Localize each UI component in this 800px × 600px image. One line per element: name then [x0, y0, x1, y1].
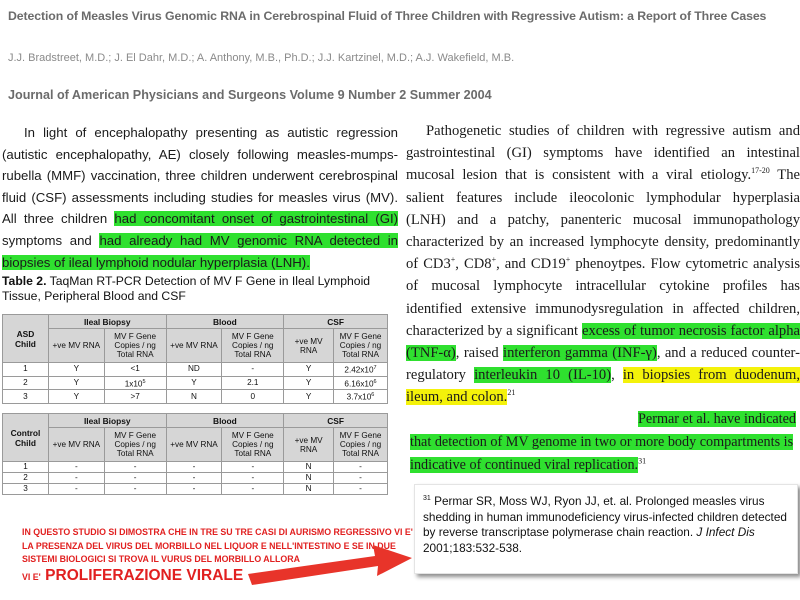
- table-cell-exponent: 6: [371, 392, 375, 399]
- table-cell: -: [166, 473, 222, 484]
- table-cell: Y: [48, 376, 104, 390]
- reference-text: Permar SR, Moss WJ, Ryon JJ, et. al. Prolonged measles virus shedding in human immunodeficiency virus-infected children detected by reverse transcriptase polymerase chain reaction.: [423, 493, 787, 540]
- table-cell-exponent: 7: [373, 365, 377, 371]
- table-cell: 3: [3, 390, 49, 404]
- table-cell: -: [104, 473, 166, 484]
- group-header-blood: Blood: [166, 315, 284, 329]
- table-cell: N: [284, 484, 334, 495]
- row-header-asd: ASD Child: [3, 315, 49, 363]
- subcol-header: +ve MV RNA: [166, 428, 222, 462]
- subcol-header: +ve MV RNA: [284, 329, 334, 363]
- table-cell: 2: [3, 376, 49, 390]
- highlight-interferon-gamma: interferon gamma (INF-γ): [503, 345, 657, 362]
- table-cell: 1: [3, 363, 49, 377]
- right-paragraph-text: , and CD19: [496, 256, 566, 273]
- journal-citation: Journal of American Physicians and Surgeons Volume 9 Number 2 Summer 2004: [8, 88, 492, 102]
- highlight-tnf-alpha: excess of tumor necrosis factor alpha (TNF-α): [406, 322, 800, 362]
- subcol-header: +ve MV RNA: [284, 428, 334, 462]
- table-caption-text: TaqMan RT-PCR Detection of MV F Gene in Ileal Lymphoid Tissue, Peripheral Blood and CSF: [2, 274, 371, 303]
- plus-superscript: +: [565, 255, 571, 265]
- group-header-ileal: Ileal Biopsy: [48, 315, 166, 329]
- citation-superscript: 17-20: [751, 166, 770, 176]
- table-cell: -: [48, 462, 104, 473]
- reference-journal: J Infect Dis: [696, 525, 755, 540]
- table-cell: Y: [48, 390, 104, 404]
- table-cell: N: [284, 462, 334, 473]
- highlight-mv-rna: had already had MV genomic RNA detected in biopsies of ileal lymphoid nodular hyperplasia (LNH).: [2, 232, 398, 270]
- table-cell: 3: [3, 484, 49, 495]
- table-cell: 2.1: [222, 376, 284, 390]
- citation-superscript: 31: [638, 456, 647, 466]
- left-paragraph-mid: symptoms and: [2, 232, 100, 248]
- right-paragraph-text: , CD8: [455, 256, 492, 273]
- highlight-biopsies-location: in biopsies from duodenum, ileum, and colon.: [406, 367, 800, 406]
- table-cell: <1: [104, 363, 166, 377]
- table-cell: -: [166, 462, 222, 473]
- reference-number: 31: [423, 495, 431, 502]
- right-paragraph-text: , raised: [455, 345, 504, 362]
- citation-superscript: 21: [507, 388, 516, 398]
- table-cell: >7: [104, 390, 166, 404]
- plus-superscript: +: [491, 255, 497, 265]
- table-cell-value: 1x10: [124, 379, 143, 389]
- table-cell: N: [166, 390, 222, 404]
- highlight-permar-line: that detection of MV genome in two or more body compartments is: [410, 434, 794, 450]
- subcol-header: +ve MV RNA: [48, 329, 104, 363]
- right-paragraph-text: Pathogenetic studies of children with regressive autism and gastrointestinal (GI) symptoms have identified an intestinal mucosal lesion that is consistent with a viral etiology.: [406, 123, 800, 184]
- table-cell: Y: [284, 376, 334, 390]
- group-header-csf: CSF: [284, 414, 388, 428]
- table-cell-exponent: 5: [142, 378, 146, 385]
- table-cell: -: [222, 462, 284, 473]
- highlight-permar-line: indicative of continued viral replication.: [410, 457, 639, 473]
- subcol-header: MV F Gene Copies / ng Total RNA: [334, 428, 388, 462]
- table-cell: 2: [3, 473, 49, 484]
- table-cell-value: 2.42x10: [344, 365, 374, 375]
- table-cell: ND: [166, 363, 222, 377]
- group-header-ileal: Ileal Biopsy: [48, 414, 166, 428]
- table-caption-label: Table 2.: [2, 274, 47, 288]
- table-cell-value: 3.7x10: [346, 393, 372, 403]
- italian-annotation: IN QUESTO STUDIO SI DIMOSTRA CHE IN TRE SU TRE CASI DI AURISMO REGRESSIVO VI E' LA PRESENZA DEL VIRUS DEL MORBILLO NEL LIQUOR E NELL'INTESTINO E SE IN DUE SISTEMI BIOLOGICI SI TROVA IL VURUS DEL MORBILLO ALLORA: [22, 527, 413, 564]
- table-cell: N: [284, 473, 334, 484]
- subcol-header: MV F Gene Copies / ng Total RNA: [334, 329, 388, 363]
- subcol-header: MV F Gene Copies / ng Total RNA: [104, 428, 166, 462]
- table-cell: -: [48, 484, 104, 495]
- table-cell: Y: [48, 363, 104, 377]
- highlight-interleukin-10: interleukin 10 (IL-10): [474, 367, 612, 384]
- table-cell-exponent: 6: [373, 378, 377, 385]
- table-cell: 1: [3, 462, 49, 473]
- table-cell: -: [104, 484, 166, 495]
- table-cell: -: [334, 462, 388, 473]
- group-header-blood: Blood: [166, 414, 284, 428]
- table-cell: -: [104, 462, 166, 473]
- annotation-emphasis: PROLIFERAZIONE VIRALE: [45, 567, 244, 584]
- table-cell: -: [166, 484, 222, 495]
- table-cell: -: [334, 473, 388, 484]
- table-cell: Y: [284, 363, 334, 377]
- table-cell: -: [222, 473, 284, 484]
- table-cell: -: [48, 473, 104, 484]
- row-header-control: Control Child: [3, 414, 49, 462]
- subcol-header: +ve MV RNA: [48, 428, 104, 462]
- plus-superscript: +: [450, 255, 456, 265]
- highlight-gi-onset: had concomitant onset of gastrointestinal (GI): [114, 211, 399, 227]
- article-authors: J.J. Bradstreet, M.D.; J. El Dahr, M.D.; A. Anthony, M.B., Ph.D.; J.J. Kartzinel, M.D.; A.J. Wakefield, M.B.: [8, 52, 515, 64]
- subcol-header: MV F Gene Copies / ng Total RNA: [222, 329, 284, 363]
- right-paragraph-text: ,: [611, 367, 623, 384]
- table-cell: 0: [222, 390, 284, 404]
- right-paragraph-text: , and a reduced counter-regulatory: [406, 345, 800, 384]
- reference-tail: 2001;183:532-538.: [423, 540, 523, 555]
- table-cell-value: 6.16x10: [344, 379, 374, 389]
- highlight-permar-line: Permar et al. have indicated: [638, 411, 796, 427]
- table-cell: -: [222, 484, 284, 495]
- subcol-header: MV F Gene Copies / ng Total RNA: [222, 428, 284, 462]
- table-cell: -: [222, 363, 284, 377]
- right-paragraph-text: phenoytpes. Flow cytometric analysis of mucosal lymphocyte intracellular cytokine profiles has identified extensive immunodysregulation in affected children, characterized by a significant: [406, 256, 800, 339]
- group-header-csf: CSF: [284, 315, 388, 329]
- subcol-header: +ve MV RNA: [166, 329, 222, 363]
- right-paragraph-text: The salient features include ileocolonic lymphodular hyperplasia (LNH) and a patchy, panenteric mucosal immunopathology characterized by an increased lymphocyte density, predominantly of CD3: [406, 167, 800, 273]
- table-cell: Y: [166, 376, 222, 390]
- table-cell: -: [334, 484, 388, 495]
- table-cell: Y: [284, 390, 334, 404]
- article-title: Detection of Measles Virus Genomic RNA in Cerebrospinal Fluid of Three Children with Regressive Autism: a Report of Three Cases: [8, 9, 767, 23]
- annotation-prefix: VI E': [22, 572, 41, 582]
- subcol-header: MV F Gene Copies / ng Total RNA: [104, 329, 166, 363]
- left-paragraph-text: In light of encephalopathy presenting as autistic regression (autistic encephalopathy, AE) closely following measles-mumps-rubella (MMF) vaccination, three children underwent cerebrospinal fluid (CSF) assessments including studies for measles virus (MV). All three children: [2, 125, 398, 227]
